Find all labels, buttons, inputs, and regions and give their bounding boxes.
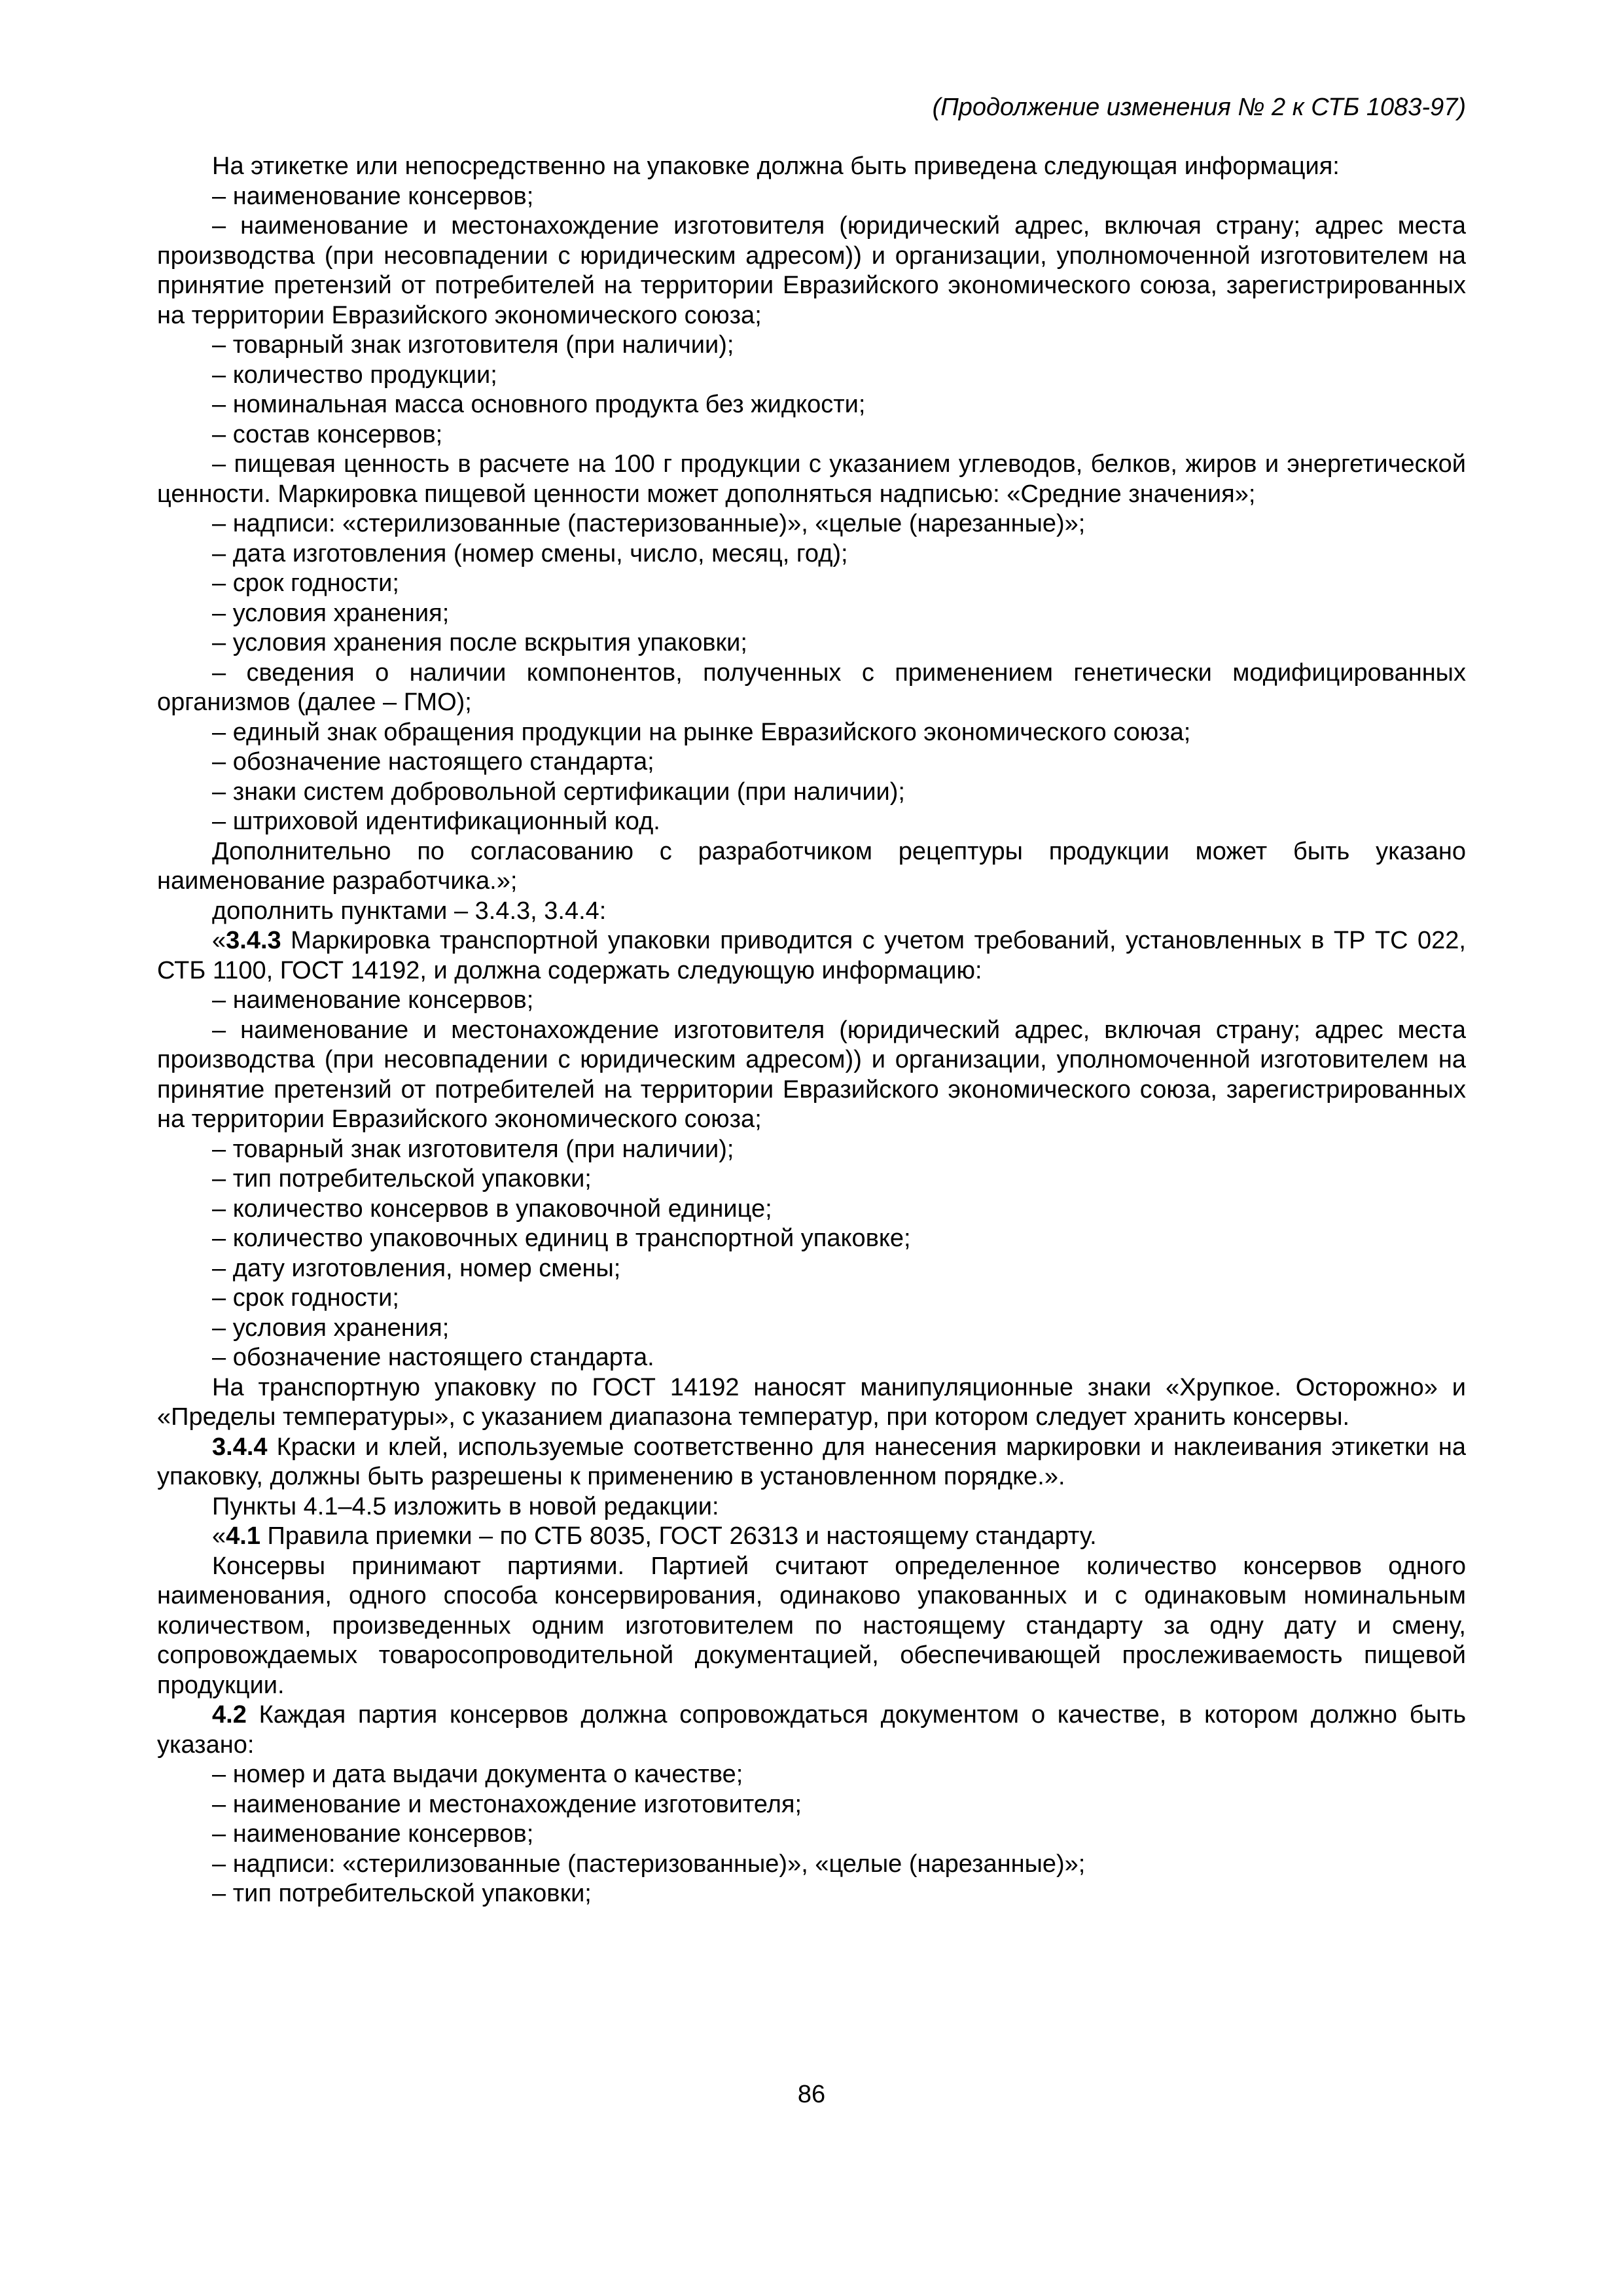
paragraph: – наименование консервов;: [212, 182, 534, 210]
clause-text: Маркировка транспортной упаковки приводится с учетом требований, установленных в ТР ТС 022, СТБ 1100, ГОСТ 14192, и должна содержать следующую информацию:: [157, 927, 1466, 984]
paragraph: – условия хранения;: [212, 599, 450, 627]
paragraph: – товарный знак изготовителя (при наличии);: [212, 1135, 734, 1163]
clause-number: 4.1: [226, 1522, 260, 1550]
paragraph: [157, 926, 1466, 986]
clause-number: 3.4.4: [212, 1433, 268, 1461]
paragraph: – наименование и местонахождение изготовителя (юридический адрес, включая страну; адрес места производства (при несовпадении с юридическим адресом)) и организации, уполномоченной изготовителем на принятие претензий от потребителей на территории Евразийского экономического союза, зарегистрированных на территории Евразийского экономического союза;: [157, 1016, 1466, 1133]
paragraph: – наименование консервов;: [212, 986, 534, 1014]
opening-quote: «: [212, 927, 226, 954]
paragraph: – количество консервов в упаковочной единице;: [212, 1194, 772, 1223]
clause-text: Правила приемки – по СТБ 8035, ГОСТ 26313 и настоящему стандарту.: [260, 1522, 1097, 1550]
paragraph: – дата изготовления (номер смены, число, месяц, год);: [212, 539, 848, 567]
clause-number: 3.4.3: [226, 927, 281, 954]
paragraph: – надписи: «стерилизованные (пастеризованные)», «целые (нарезанные)»;: [212, 1850, 1086, 1878]
paragraph: – пищевая ценность в расчете на 100 г продукции с указанием углеводов, белков, жиров и энергетической ценности. Маркировка пищевой ценности может дополняться надписью: «Средние значения»;: [157, 450, 1466, 508]
paragraph: – товарный знак изготовителя (при наличии);: [212, 331, 734, 359]
document-body: [157, 152, 1466, 1909]
page-number: 86: [797, 2081, 826, 2108]
paragraph: – штриховой идентификационный код.: [212, 808, 660, 835]
paragraph: – срок годности;: [212, 1284, 399, 1312]
paragraph: – наименование и местонахождение изготовителя (юридический адрес, включая страну; адрес места производства (при несовпадении с юридическим адресом)) и организации, уполномоченной изготовителем на принятие претензий от потребителей на территории Евразийского экономического союза, зарегистрированных на территории Евразийского экономического союза;: [157, 212, 1466, 329]
paragraph: – тип потребительской упаковки;: [212, 1165, 592, 1193]
paragraph: – срок годности;: [212, 569, 399, 597]
paragraph: – состав консервов;: [212, 420, 443, 448]
paragraph: На этикетке или непосредственно на упаковке должна быть приведена следующая информация:: [212, 152, 1340, 180]
paragraph: – количество упаковочных единиц в транспортной упаковке;: [212, 1225, 911, 1252]
paragraph: – знаки систем добровольной сертификации (при наличии);: [212, 778, 905, 806]
paragraph: – дату изготовления, номер смены;: [212, 1254, 621, 1282]
clause-text: Каждая партия консервов должна сопровождаться документом о качестве, в котором должно быть указано:: [157, 1701, 1466, 1759]
clause-number: 4.2: [212, 1701, 247, 1729]
paragraph: – номинальная масса основного продукта без жидкости;: [212, 391, 866, 418]
paragraph: дополнить пунктами – 3.4.3, 3.4.4:: [212, 897, 607, 925]
paragraph: – наименование и местонахождение изготовителя;: [212, 1790, 802, 1818]
paragraph: Пункты 4.1–4.5 изложить в новой редакции:: [212, 1492, 719, 1520]
paragraph: – единый знак обращения продукции на рынке Евразийского экономического союза;: [212, 718, 1191, 746]
paragraph: Консервы принимают партиями. Партией считают определенное количество консервов одного наименования, одного способа консервирования, одинаково упакованных и с одинаковым номинальным количеством, произведенных одним изготовителем по настоящему стандарту за одну дату и смену, сопровождаемых товаросопроводительной документацией, обеспечивающей прослеживаемость пищевой продукции.: [157, 1552, 1466, 1699]
paragraph: [157, 1433, 1466, 1492]
page-header: (Продолжение изменения № 2 к СТБ 1083-97): [932, 94, 1466, 121]
paragraph: – сведения о наличии компонентов, полученных с применением генетически модифицированных организмов (далее – ГМО);: [157, 658, 1466, 716]
paragraph: – надписи: «стерилизованные (пастеризованные)», «целые (нарезанные)»;: [212, 510, 1086, 537]
paragraph: – номер и дата выдачи документа о качестве;: [212, 1761, 743, 1788]
opening-quote: «: [212, 1522, 226, 1550]
paragraph: Дополнительно по согласованию с разработчиком рецептуры продукции может быть указано наименование разработчика.»;: [157, 837, 1466, 895]
paragraph: – количество продукции;: [212, 361, 497, 389]
paragraph: – тип потребительской упаковки;: [212, 1880, 592, 1907]
paragraph: – наименование консервов;: [212, 1820, 534, 1848]
paragraph: [157, 1522, 1466, 1552]
clause-text: Краски и клей, используемые соответственно для нанесения маркировки и наклеивания этикетки на упаковку, должны быть разрешены к применению в установленном порядке.».: [157, 1433, 1466, 1490]
paragraph: – обозначение настоящего стандарта;: [212, 748, 654, 776]
paragraph: – обозначение настоящего стандарта.: [212, 1344, 654, 1371]
paragraph: – условия хранения;: [212, 1314, 450, 1342]
paragraph: – условия хранения после вскрытия упаковки;: [212, 629, 747, 656]
paragraph: [157, 1700, 1466, 1760]
paragraph: На транспортную упаковку по ГОСТ 14192 наносят манипуляционные знаки «Хрупкое. Осторожно» и «Пределы температуры», с указанием диапазона температур, при котором следует хранить консервы.: [157, 1373, 1466, 1431]
